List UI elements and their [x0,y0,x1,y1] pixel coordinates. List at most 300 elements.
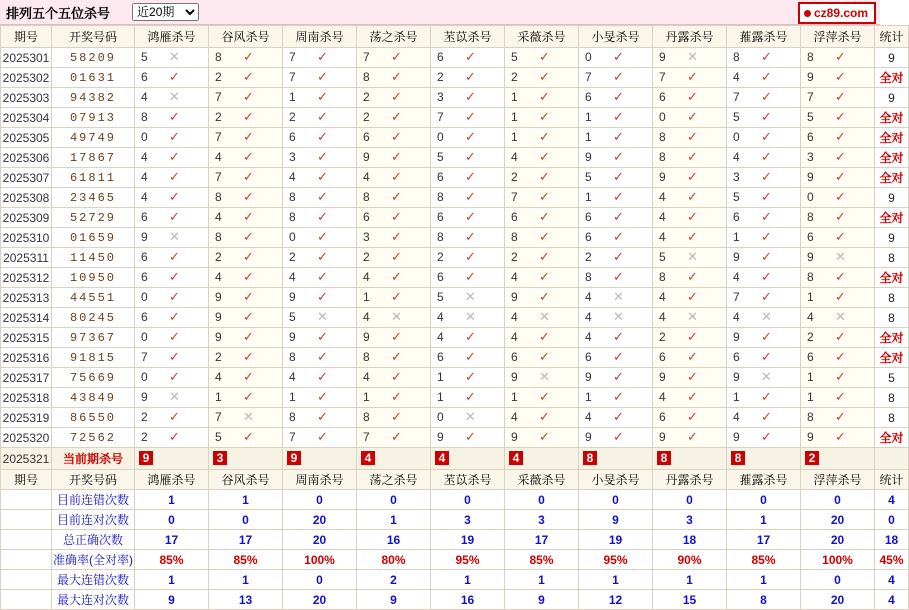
summary-header-row [1,470,909,490]
check-icon: ✓ [687,409,698,424]
check-icon: ✓ [687,89,698,104]
kill-digit: 8 [807,50,814,64]
cell-kill-number [283,228,357,248]
cell-kill-number [431,308,505,328]
cell-statistic: 9 [875,48,909,68]
kill-digit: 5 [733,110,740,124]
check-icon: ✓ [539,129,550,144]
cell-kill-number [431,168,505,188]
cell-kill-number [431,408,505,428]
summary-row [1,570,909,590]
cell-kill-number [209,228,283,248]
summary-value: 0 [431,490,505,510]
cell-kill-number [801,388,875,408]
kill-digit: 0 [141,130,148,144]
table-row [1,428,909,448]
check-icon: ✓ [761,269,772,284]
table-row [1,168,909,188]
kill-digit: 7 [659,70,666,84]
cell-kill-number [579,368,653,388]
cell-kill-number [727,188,801,208]
check-icon: ✓ [391,409,402,424]
kill-digit: 2 [363,110,370,124]
check-icon: ✓ [243,289,254,304]
table-row [1,388,909,408]
check-icon: ✓ [317,49,328,64]
check-icon: ✓ [465,109,476,124]
cell-kill-number [801,428,875,448]
kill-digit: 7 [215,170,222,184]
check-icon: ✓ [391,129,402,144]
kill-digit: 2 [437,250,444,264]
summary-col-header-g7: 丹露杀号 [653,470,727,490]
current-kill-digit: 8 [583,451,597,465]
summary-value: 85% [727,550,801,570]
col-header-g7: 丹露杀号 [653,26,727,48]
cell-kill-number [209,348,283,368]
check-icon: ✓ [391,429,402,444]
kill-digit: 6 [807,130,814,144]
cell-kill-number [283,408,357,428]
check-icon: ✓ [465,349,476,364]
check-icon: ✓ [465,69,476,84]
check-icon: ✓ [243,229,254,244]
cell-kill-number [505,128,579,148]
kill-digit: 9 [733,330,740,344]
kill-digit: 7 [363,50,370,64]
check-icon: ✓ [317,229,328,244]
kill-digit: 4 [363,170,370,184]
cell-kill-number [135,88,209,108]
cell-kill-number [579,348,653,368]
cell-kill-number [801,268,875,288]
check-icon: ✓ [169,269,180,284]
check-icon: ✓ [243,149,254,164]
check-icon: ✓ [391,269,402,284]
kill-digit: 6 [141,310,148,324]
check-icon: ✓ [613,349,624,364]
cell-kill-number [653,188,727,208]
cell-kill-number [283,268,357,288]
kill-digit: 4 [659,210,666,224]
cell-kill-number [801,348,875,368]
cell-period: 2025319 [1,408,52,428]
kill-digit: 7 [289,70,296,84]
cell-draw-code: 72562 [52,428,135,448]
cell-kill-number [579,168,653,188]
kill-digit: 2 [437,70,444,84]
cell-draw-code: 61811 [52,168,135,188]
cell-current-statistic [875,448,909,470]
cell-kill-number [727,328,801,348]
cell-kill-number [579,388,653,408]
check-icon: ✓ [243,269,254,284]
summary-value: 16 [431,590,505,610]
cell-kill-number [357,348,431,368]
cell-kill-number [135,328,209,348]
kill-digit: 0 [289,230,296,244]
check-icon: ✓ [687,369,698,384]
kill-digit: 8 [807,270,814,284]
summary-col-header-g9: 浮萍杀号 [801,470,875,490]
cell-kill-number [801,108,875,128]
check-icon: ✓ [317,269,328,284]
check-icon: ✓ [539,269,550,284]
kill-digit: 4 [511,330,518,344]
col-header-g6: 小旻杀号 [579,26,653,48]
cell-current-kill [209,448,283,470]
cell-kill-number [579,248,653,268]
cell-kill-number [209,288,283,308]
check-icon: ✓ [761,349,772,364]
check-icon: ✓ [317,329,328,344]
kill-digit: 4 [511,150,518,164]
check-icon: ✓ [761,149,772,164]
check-icon: ✓ [539,289,550,304]
kill-digit: 2 [289,110,296,124]
kill-digit: 2 [363,250,370,264]
cell-kill-number [135,348,209,368]
cell-kill-number [505,188,579,208]
kill-digit: 0 [141,290,148,304]
kill-digit: 6 [289,130,296,144]
check-icon: ✓ [539,189,550,204]
kill-digit: 6 [141,250,148,264]
summary-value: 90% [653,550,727,570]
cross-icon: ✕ [169,49,180,64]
kill-digit: 1 [585,390,592,404]
check-icon: ✓ [761,129,772,144]
col-header-g9: 浮萍杀号 [801,26,875,48]
check-icon: ✓ [539,69,550,84]
kill-digit: 2 [289,250,296,264]
cell-kill-number [283,208,357,228]
check-icon: ✓ [761,389,772,404]
summary-value: 15 [653,590,727,610]
summary-value: 1 [357,510,431,530]
summary-col-header-g6: 小旻杀号 [579,470,653,490]
kill-digit: 2 [585,250,592,264]
cell-kill-number [357,368,431,388]
cross-icon: ✕ [465,309,476,324]
summary-value: 2 [357,570,431,590]
check-icon: ✓ [761,169,772,184]
summary-value: 0 [209,510,283,530]
check-icon: ✓ [391,349,402,364]
summary-label: 总正确次数 [52,530,135,550]
kill-number-table [0,25,909,610]
table-row [1,248,909,268]
kill-digit: 9 [659,170,666,184]
cell-kill-number [579,428,653,448]
check-icon: ✓ [317,109,328,124]
check-icon: ✓ [539,429,550,444]
col-header-qh: 期号 [1,26,52,48]
kill-digit: 8 [437,190,444,204]
kill-digit: 9 [585,370,592,384]
summary-value: 1 [135,570,209,590]
cell-period: 2025320 [1,428,52,448]
cell-kill-number [283,88,357,108]
summary-value: 85% [135,550,209,570]
cell-kill-number [357,248,431,268]
cell-kill-number [727,128,801,148]
cell-statistic: 全对 [875,108,909,128]
cell-kill-number [505,248,579,268]
cell-kill-number [579,208,653,228]
kill-digit: 5 [659,250,666,264]
check-icon: ✓ [243,389,254,404]
table-row [1,268,909,288]
table-row [1,408,909,428]
check-icon: ✓ [169,249,180,264]
kill-digit: 6 [363,130,370,144]
check-icon: ✓ [835,409,846,424]
check-icon: ✓ [391,289,402,304]
kill-digit: 1 [363,290,370,304]
cell-kill-number [579,148,653,168]
cell-kill-number [209,88,283,108]
cell-draw-code: 43849 [52,388,135,408]
cell-kill-number [653,348,727,368]
check-icon: ✓ [317,189,328,204]
cell-draw-code: 86550 [52,408,135,428]
check-icon: ✓ [835,369,846,384]
kill-digit: 1 [437,370,444,384]
cell-kill-number [209,108,283,128]
summary-value: 13 [209,590,283,610]
kill-digit: 9 [659,50,666,64]
cell-kill-number [357,288,431,308]
kill-digit: 4 [733,270,740,284]
cell-period: 2025306 [1,148,52,168]
cell-kill-number [505,168,579,188]
summary-value: 9 [135,590,209,610]
kill-digit: 6 [437,210,444,224]
check-icon: ✓ [687,109,698,124]
kill-digit: 7 [215,130,222,144]
cell-period: 2025304 [1,108,52,128]
kill-digit: 8 [363,410,370,424]
kill-digit: 9 [289,290,296,304]
cell-statistic: 全对 [875,68,909,88]
summary-row [1,490,909,510]
check-icon: ✓ [243,209,254,224]
cell-current-period: 2025321 [1,448,52,470]
check-icon: ✓ [613,369,624,384]
cell-kill-number [579,68,653,88]
kill-digit: 0 [585,50,592,64]
check-icon: ✓ [169,369,180,384]
cell-draw-code: 80245 [52,308,135,328]
cell-kill-number [727,408,801,428]
check-icon: ✓ [613,129,624,144]
kill-digit: 9 [807,170,814,184]
summary-value: 80% [357,550,431,570]
cell-kill-number [357,408,431,428]
kill-digit: 2 [141,410,148,424]
kill-digit: 8 [363,70,370,84]
cell-kill-number [801,228,875,248]
check-icon: ✓ [687,229,698,244]
cell-kill-number [801,148,875,168]
check-icon: ✓ [687,189,698,204]
check-icon: ✓ [465,249,476,264]
cell-kill-number [283,128,357,148]
check-icon: ✓ [243,349,254,364]
cell-kill-number [135,288,209,308]
cell-kill-number [579,328,653,348]
check-icon: ✓ [761,49,772,64]
check-icon: ✓ [761,69,772,84]
cell-draw-code: 01659 [52,228,135,248]
cell-kill-number [727,428,801,448]
cell-statistic: 全对 [875,168,909,188]
summary-value: 1 [209,490,283,510]
summary-value: 9 [357,590,431,610]
cell-kill-number [209,268,283,288]
kill-digit: 3 [437,90,444,104]
check-icon: ✓ [761,189,772,204]
cross-icon: ✕ [613,289,624,304]
kill-digit: 2 [511,70,518,84]
cross-icon: ✕ [169,389,180,404]
cell-kill-number [135,128,209,148]
kill-digit: 8 [289,410,296,424]
cell-kill-number [505,288,579,308]
cell-draw-code: 91815 [52,348,135,368]
cell-statistic: 8 [875,388,909,408]
cell-kill-number [135,188,209,208]
check-icon: ✓ [539,209,550,224]
check-icon: ✓ [317,429,328,444]
cross-icon: ✕ [243,409,254,424]
kill-digit: 4 [141,190,148,204]
cell-kill-number [579,128,653,148]
kill-digit: 6 [363,210,370,224]
kill-digit: 4 [437,330,444,344]
cross-icon: ✕ [687,249,698,264]
cell-kill-number [431,368,505,388]
cell-kill-number [431,268,505,288]
check-icon: ✓ [761,209,772,224]
cell-kill-number [431,248,505,268]
cell-kill-number [283,328,357,348]
summary-total: 4 [875,490,909,510]
kill-digit: 7 [289,50,296,64]
kill-digit: 9 [363,150,370,164]
cell-kill-number [579,108,653,128]
cell-kill-number [357,188,431,208]
cell-kill-number [727,308,801,328]
cell-statistic: 全对 [875,428,909,448]
kill-digit: 2 [807,330,814,344]
cell-kill-number [653,48,727,68]
cell-current-kill [431,448,505,470]
check-icon: ✓ [317,369,328,384]
cell-kill-number [801,328,875,348]
summary-col-header-code: 开奖号码 [52,470,135,490]
cell-statistic: 全对 [875,348,909,368]
cell-current-kill [801,448,875,470]
summary-value: 9 [579,510,653,530]
summary-blank [1,490,52,510]
check-icon: ✓ [835,89,846,104]
cell-kill-number [579,308,653,328]
check-icon: ✓ [169,69,180,84]
check-icon: ✓ [465,149,476,164]
kill-digit: 1 [807,390,814,404]
period-select[interactable] [132,3,199,21]
kill-digit: 9 [511,290,518,304]
kill-digit: 1 [733,390,740,404]
check-icon: ✓ [835,49,846,64]
summary-value: 1 [653,570,727,590]
cell-kill-number [357,108,431,128]
summary-value: 16 [357,530,431,550]
check-icon: ✓ [539,349,550,364]
cell-kill-number [357,388,431,408]
cell-kill-number [505,68,579,88]
cell-kill-number [357,148,431,168]
check-icon: ✓ [687,149,698,164]
kill-digit: 7 [585,70,592,84]
cell-kill-number [653,268,727,288]
check-icon: ✓ [391,189,402,204]
cell-kill-number [209,408,283,428]
kill-digit: 4 [659,310,666,324]
kill-digit: 7 [733,90,740,104]
check-icon: ✓ [835,209,846,224]
cell-period: 2025317 [1,368,52,388]
check-icon: ✓ [317,149,328,164]
check-icon: ✓ [391,169,402,184]
cell-kill-number [505,348,579,368]
current-kill-digit: 4 [435,451,449,465]
kill-digit: 7 [733,290,740,304]
cell-kill-number [801,208,875,228]
kill-digit: 4 [215,270,222,284]
check-icon: ✓ [465,229,476,244]
kill-digit: 5 [511,50,518,64]
check-icon: ✓ [613,189,624,204]
summary-value: 20 [283,530,357,550]
summary-row [1,590,909,610]
cell-kill-number [801,308,875,328]
logo-text: cz89.com [813,6,868,20]
kill-digit: 0 [807,190,814,204]
cell-kill-number [505,308,579,328]
cell-kill-number [431,68,505,88]
check-icon: ✓ [243,369,254,384]
cell-kill-number [283,248,357,268]
cell-kill-number [727,168,801,188]
cell-statistic: 8 [875,308,909,328]
summary-value: 1 [505,570,579,590]
cell-draw-code: 23465 [52,188,135,208]
cell-kill-number [283,348,357,368]
check-icon: ✓ [465,389,476,404]
cell-kill-number [357,88,431,108]
cell-statistic: 8 [875,288,909,308]
check-icon: ✓ [687,169,698,184]
cell-kill-number [801,188,875,208]
check-icon: ✓ [687,389,698,404]
col-header-g5: 采薇杀号 [505,26,579,48]
cell-draw-code: 44551 [52,288,135,308]
summary-row [1,550,909,570]
check-icon: ✓ [465,169,476,184]
